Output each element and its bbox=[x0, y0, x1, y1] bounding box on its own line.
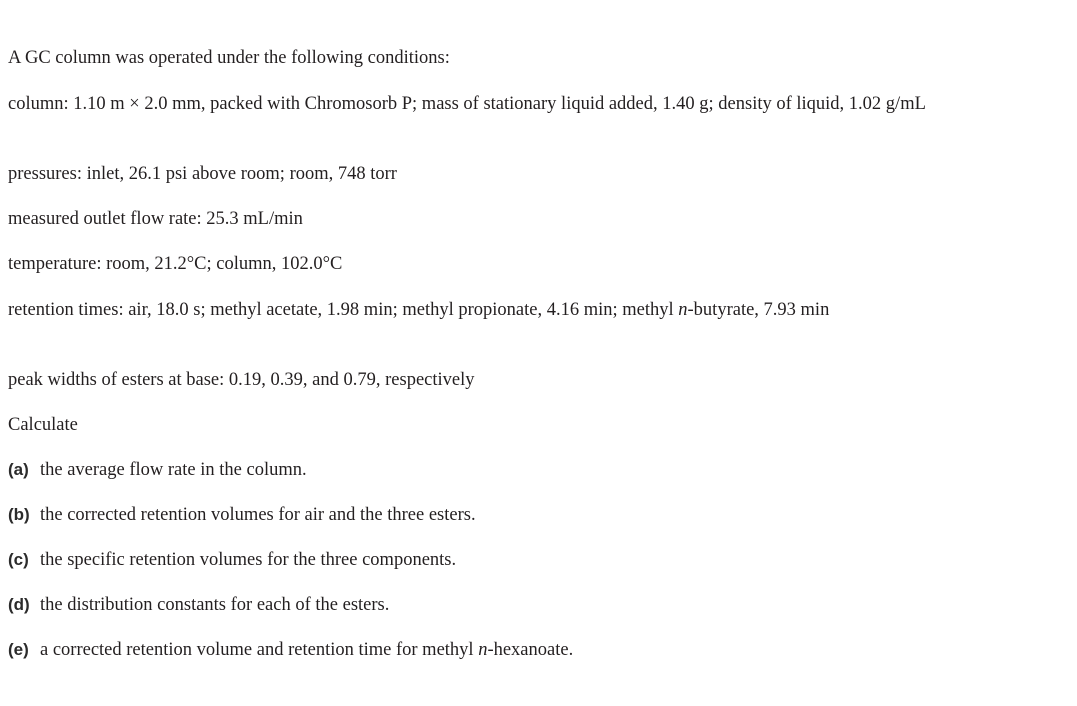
retention-text-2: -butyrate, 7.93 min bbox=[687, 300, 830, 320]
part-text: the average flow rate in the column. bbox=[40, 460, 307, 480]
condition-retention-times bbox=[8, 298, 1048, 322]
part-text: the corrected retention volumes for air and the three esters. bbox=[40, 505, 476, 525]
part-letter: (d) bbox=[8, 595, 30, 614]
part-c bbox=[8, 548, 1068, 572]
part-text-2: -hexanoate. bbox=[487, 640, 574, 660]
part-text: the distribution constants for each of the esters. bbox=[40, 595, 390, 615]
part-text-italic: n bbox=[478, 640, 488, 660]
part-d bbox=[8, 593, 1068, 617]
part-e bbox=[8, 638, 1068, 662]
retention-text-italic: n bbox=[678, 300, 688, 320]
retention-text-1: retention times: air, 18.0 s; methyl acetate, 1.98 min; methyl propionate, 4.16 min; methyl bbox=[8, 300, 679, 320]
part-text-1: a corrected retention volume and retention time for methyl bbox=[40, 640, 479, 660]
condition-pressures: pressures: inlet, 26.1 psi above room; room, 748 torr bbox=[8, 164, 397, 184]
condition-flow: measured outlet flow rate: 25.3 mL/min bbox=[8, 209, 303, 229]
part-text: the specific retention volumes for the three components. bbox=[40, 550, 457, 570]
condition-column: column: 1.10 m × 2.0 mm, packed with Chromosorb P; mass of stationary liquid added, 1.40 g; density of liquid, 1.02 g/mL bbox=[8, 94, 926, 114]
condition-peak-widths: peak widths of esters at base: 0.19, 0.39, and 0.79, respectively bbox=[8, 370, 475, 390]
calculate-heading: Calculate bbox=[8, 415, 78, 435]
problem-intro: A GC column was operated under the following conditions: bbox=[8, 48, 450, 68]
part-letter: (b) bbox=[8, 505, 30, 524]
part-b bbox=[8, 503, 1068, 527]
part-a bbox=[8, 458, 1068, 482]
condition-temperature: temperature: room, 21.2°C; column, 102.0°C bbox=[8, 254, 343, 274]
part-letter: (c) bbox=[8, 550, 29, 569]
part-letter: (a) bbox=[8, 460, 29, 479]
part-letter: (e) bbox=[8, 640, 29, 659]
